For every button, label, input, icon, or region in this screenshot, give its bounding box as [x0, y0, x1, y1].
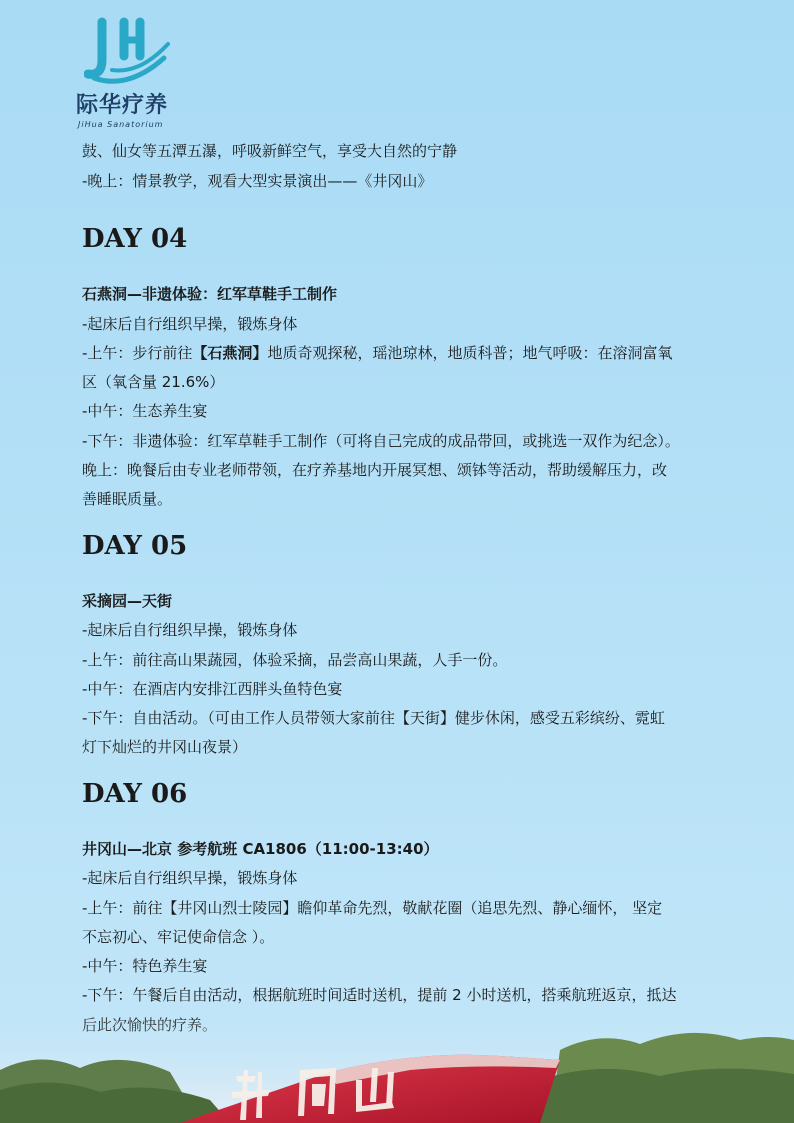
day05-line: 灯下灿烂的井冈山夜景） [82, 738, 248, 756]
day05-line: -下午：自由活动。（可由工作人员带领大家前往【天街】健步休闲，感受五彩缤纷、霓虹 [82, 709, 665, 727]
logo-text-en: JiHua Sanatorium [78, 120, 164, 129]
day05-line: -中午：在酒店内安排江西胖头鱼特色宴 [82, 680, 343, 698]
day06-subtitle: 井冈山—北京 参考航班 CA1806（11:00-13:40） [82, 840, 439, 858]
day06-line: -中午：特色养生宴 [82, 957, 208, 975]
day04-line: 区（氧含量 21.6%） [82, 373, 225, 391]
day04-morning-label: -上午：步行前往 [82, 344, 193, 362]
jihua-logo-icon [84, 16, 170, 88]
day05-subtitle: 采摘园—天街 [82, 592, 173, 610]
day06-line: -下午：午餐后自由活动，根据航班时间适时送机，提前 2 小时送机，搭乘航班返京，抵达 [82, 986, 677, 1004]
day04-line: -起床后自行组织早操，锻炼身体 [82, 315, 298, 333]
intro-line: 鼓、仙女等五潭五瀑，呼吸新鲜空气，享受大自然的宁静 [82, 142, 458, 160]
day06-line: 不忘初心、牢记使命信念 ）。 [82, 928, 275, 946]
day04-subtitle: 石燕洞—非遗体验：红军草鞋手工制作 [82, 285, 338, 303]
intro-evening-line: -晚上：情景教学，观看大型实景演出——《井冈山》 [82, 172, 433, 190]
day04-line: -下午：非遗体验：红军草鞋手工制作（可将自己完成的成品带回，或挑选一双作为纪念）。 [82, 432, 680, 450]
day06-line: -起床后自行组织早操，锻炼身体 [82, 869, 298, 887]
day06-line: -上午：前往【井冈山烈士陵园】瞻仰革命先烈，敬献花圈（追思先烈、静心缅怀， 坚定 [82, 899, 663, 917]
day04-place-highlight: 【石燕洞】 [192, 344, 268, 362]
day04-morning-text: 地质奇观探秘，瑶池琼林，地质科普；地气呼吸：在溶洞富氧 [267, 344, 673, 362]
logo-text-cn: 际华疗养 [76, 93, 169, 118]
day04-line [82, 343, 672, 363]
day05-line: -起床后自行组织早操，锻炼身体 [82, 621, 298, 639]
day05-line: -上午：前往高山果蔬园，体验采摘，品尝高山果蔬，人手一份。 [82, 651, 508, 669]
day04-heading: DAY 04 [82, 224, 188, 254]
day05-heading: DAY 05 [82, 531, 188, 561]
jinggangshan-monument-photo [0, 1010, 794, 1123]
day04-line: 善睡眠质量。 [82, 490, 173, 508]
day04-line: 晚上：晚餐后由专业老师带领，在疗养基地内开展冥想、颂钵等活动，帮助缓解压力，改 [82, 461, 668, 479]
logo [72, 16, 182, 128]
day06-heading: DAY 06 [82, 779, 188, 809]
day04-line: -中午：生态养生宴 [82, 402, 208, 420]
